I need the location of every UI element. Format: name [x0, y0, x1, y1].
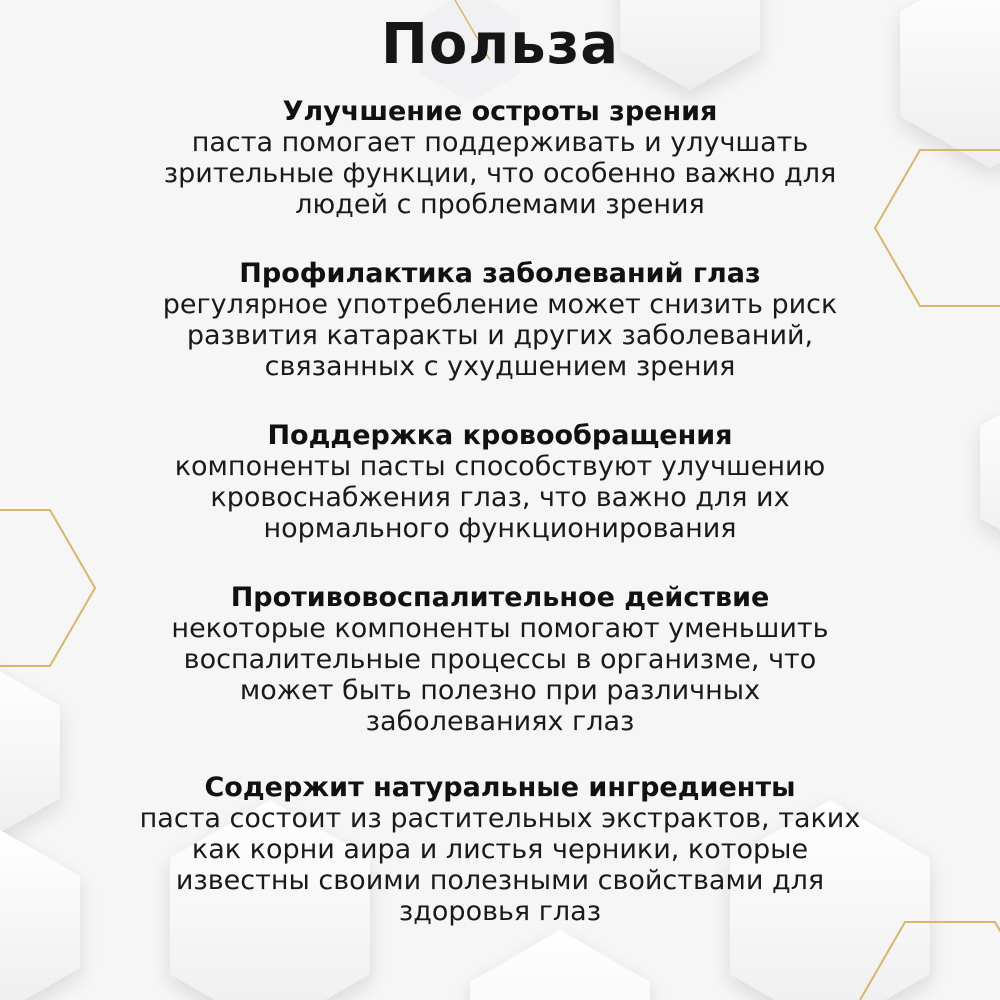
- benefit-line: развития катаракты и других заболеваний,: [186, 320, 814, 351]
- benefit-heading: Противовоспалительное действие: [230, 582, 770, 613]
- benefit-item: [100, 96, 900, 220]
- benefit-line: паста состоит из растительных экстрактов, таких: [139, 803, 861, 834]
- benefit-line: компоненты пасты способствуют улучшению: [174, 451, 826, 482]
- benefit-description: [100, 289, 900, 382]
- benefit-line: регулярное употребление может снизить риск: [162, 289, 838, 320]
- benefit-item: [100, 582, 900, 737]
- benefit-line: здоровья глаз: [398, 896, 602, 927]
- benefit-line: зрительные функции, что особенно важно для: [163, 158, 837, 189]
- benefit-description: [100, 803, 900, 927]
- benefit-line: некоторые компоненты помогают уменьшить: [171, 613, 829, 644]
- benefit-item: [100, 258, 900, 382]
- benefit-line: людей с проблемами зрения: [295, 189, 705, 220]
- benefit-heading: Содержит натуральные ингредиенты: [204, 772, 796, 803]
- benefit-line: воспалительные процессы в организме, что: [183, 644, 817, 675]
- benefit-description: [100, 127, 900, 220]
- benefit-line: известны своими полезными свойствами для: [175, 865, 825, 896]
- benefit-item: [100, 420, 900, 544]
- benefit-line: кровоснабжения глаз, что важно для их: [210, 482, 790, 513]
- benefit-item: [100, 772, 900, 927]
- benefit-heading: Поддержка кровообращения: [267, 420, 733, 451]
- benefit-line: заболеваниях глаз: [365, 706, 635, 737]
- benefit-heading: Профилактика заболеваний глаз: [239, 258, 761, 289]
- benefit-line: паста помогает поддерживать и улучшать: [191, 127, 809, 158]
- benefit-description: [100, 451, 900, 544]
- benefit-description: [100, 613, 900, 737]
- benefit-heading: Улучшение остроты зрения: [282, 96, 718, 127]
- page-title: Польза: [380, 12, 620, 77]
- benefit-line: связанных с ухудшением зрения: [264, 351, 736, 382]
- benefit-line: нормального функционирования: [263, 513, 737, 544]
- benefit-line: может быть полезно при различных: [239, 675, 761, 706]
- benefit-line: как корни аира и листья черники, которые: [191, 834, 809, 865]
